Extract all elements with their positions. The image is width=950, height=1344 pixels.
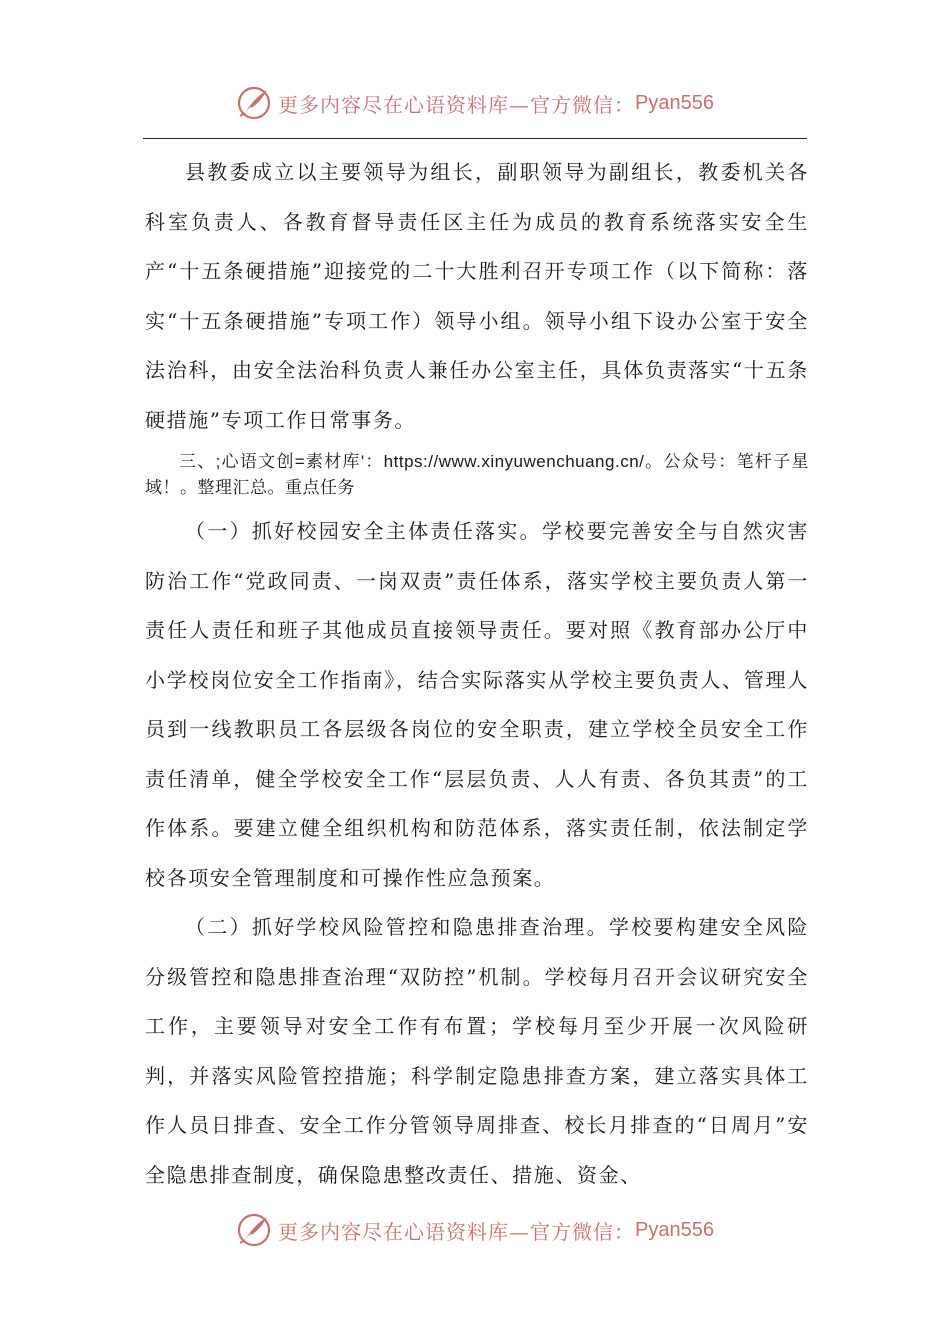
- quill-pen-logo-icon: [236, 1212, 272, 1248]
- footer-banner-text: 更多内容尽在心语资料库—官方微信：: [278, 1219, 636, 1244]
- document-body: [145, 148, 809, 1200]
- footer-banner: [0, 1205, 950, 1255]
- header-banner: [0, 78, 950, 128]
- paragraph-task-one: （一）抓好校园安全主体责任落实。学校要完善安全与自然灾害防治工作“党政同责、一岗双责”责任体系，落实学校主要负责人第一责任人责任和班子其他成员直接领导责任。要对照《教育部办公厅中小学校岗位安全工作指南》，结合实际落实从学校主要负责人、管理人员到一线教职员工各层级各岗位的安全职责，建立学校全员安全工作责任清单，健全学校安全工作“层层负责、人人有责、各负其责”的工作体系。要建立健全组织机构和防范体系，落实责任制，依法制定学校各项安全管理制度和可操作性应急预案。: [145, 519, 809, 890]
- paragraph-task-two: （二）抓好学校风险管控和隐患排查治理。学校要构建安全风险分级管控和隐患排查治理“双防控”机制。学校每月召开会议研究安全工作，主要领导对安全工作有布置；学校每月至少开展一次风险研判，并落实风险管控措施；科学制定隐患排查方案，建立落实具体工作人员日排查、安全工作分管领导周排查、校长月排查的“日周月”安全隐患排查制度，确保隐患整改责任、措施、资金、: [145, 915, 809, 1187]
- paragraph-section-heading: 三、;心语文创=素材库'：https://www.xinyuwenchuang.cn/。公众号：笔杆子星域！。整理汇总。重点任务: [145, 452, 809, 497]
- paragraph-leadership-group: 县教委成立以主要领导为组长，副职领导为副组长，教委机关各科室负责人、各教育督导责任区主任为成员的教育系统落实安全生产“十五条硬措施”迎接党的二十大胜利召开专项工作（以下简称：落实“十五条硬措施”专项工作）领导小组。领导小组下设办公室于安全法治科，由安全法治科负责人兼任办公室主任，具体负责落实“十五条硬措施”专项工作日常事务。: [145, 160, 809, 432]
- header-divider: [143, 138, 807, 139]
- quill-pen-logo-icon: [236, 85, 272, 121]
- footer-banner-wechat-id: Pyan556: [635, 1218, 714, 1241]
- header-banner-wechat-id: Pyan556: [635, 91, 714, 114]
- header-banner-text: 更多内容尽在心语资料库—官方微信：: [278, 92, 636, 117]
